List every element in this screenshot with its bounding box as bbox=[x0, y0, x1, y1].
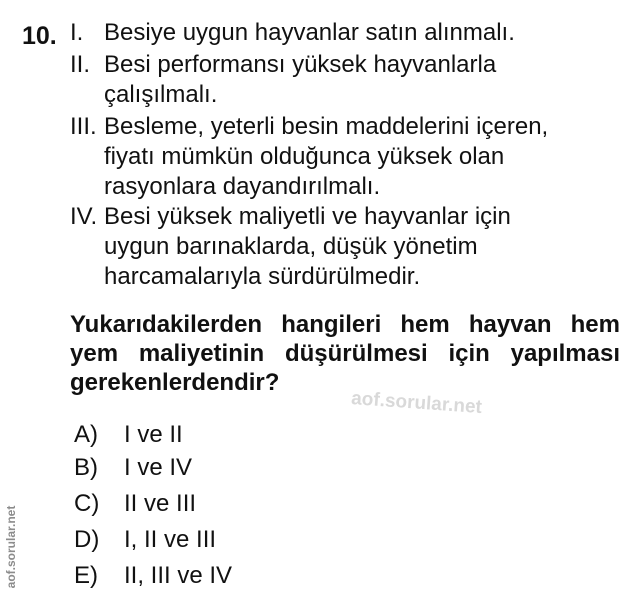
option-e-letter: E) bbox=[74, 562, 98, 589]
option-d-text: I, II ve III bbox=[124, 526, 217, 553]
option-b[interactable] bbox=[74, 453, 192, 483]
question-number: 10. bbox=[22, 22, 57, 50]
statement-4-line-1: Besi yüksek maliyetli ve hayvanlar için bbox=[104, 203, 511, 230]
statement-3-roman: III. bbox=[70, 113, 97, 140]
statement-3 bbox=[70, 112, 548, 142]
statement-2-line-2: çalışılmalı. bbox=[104, 81, 218, 108]
question-prompt-line-2: yem maliyetinin düşürülmesi için yapılması bbox=[70, 340, 620, 367]
watermark-side: aof.sorular.net bbox=[4, 505, 18, 589]
option-e[interactable] bbox=[74, 561, 232, 591]
statement-4-line-2: uygun barınaklarda, düşük yönetim bbox=[104, 233, 478, 260]
option-d-letter: D) bbox=[74, 526, 100, 553]
question-prompt-line-1: Yukarıdakilerden hangileri hem hayvan hem bbox=[70, 311, 620, 338]
statement-2 bbox=[70, 50, 496, 80]
option-b-letter: B) bbox=[74, 454, 98, 481]
statement-3-line-3: rasyonlara dayandırılmalı. bbox=[104, 173, 381, 200]
option-c-text: II ve III bbox=[124, 490, 197, 517]
statement-3-line-2: fiyatı mümkün olduğunca yüksek olan bbox=[104, 143, 505, 170]
statement-4 bbox=[70, 202, 511, 232]
statement-1-roman: I. bbox=[70, 19, 84, 46]
option-a-letter: A) bbox=[74, 421, 98, 448]
statement-1-line-1: Besiye uygun hayvanlar satın alınmalı. bbox=[104, 19, 515, 46]
watermark-center: aof.sorular.net bbox=[350, 388, 483, 419]
option-a-text: I ve II bbox=[124, 421, 183, 448]
option-c[interactable] bbox=[74, 489, 196, 519]
question-prompt-line-3: gerekenlerdendir? bbox=[70, 369, 280, 396]
option-d[interactable] bbox=[74, 525, 216, 555]
statement-4-line-3: harcamalarıyla sürdürülmedir. bbox=[104, 263, 421, 290]
statement-1 bbox=[70, 18, 515, 48]
option-b-text: I ve IV bbox=[124, 454, 193, 481]
option-a[interactable] bbox=[74, 420, 183, 450]
statement-2-roman: II. bbox=[70, 51, 91, 78]
statement-2-line-1: Besi performansı yüksek hayvanlarla bbox=[104, 51, 497, 78]
option-e-text: II, III ve IV bbox=[124, 562, 233, 589]
statement-3-line-1: Besleme, yeterli besin maddelerini içeren, bbox=[104, 113, 549, 140]
option-c-letter: C) bbox=[74, 490, 100, 517]
question-prompt bbox=[70, 310, 620, 397]
statement-4-roman: IV. bbox=[70, 203, 98, 230]
